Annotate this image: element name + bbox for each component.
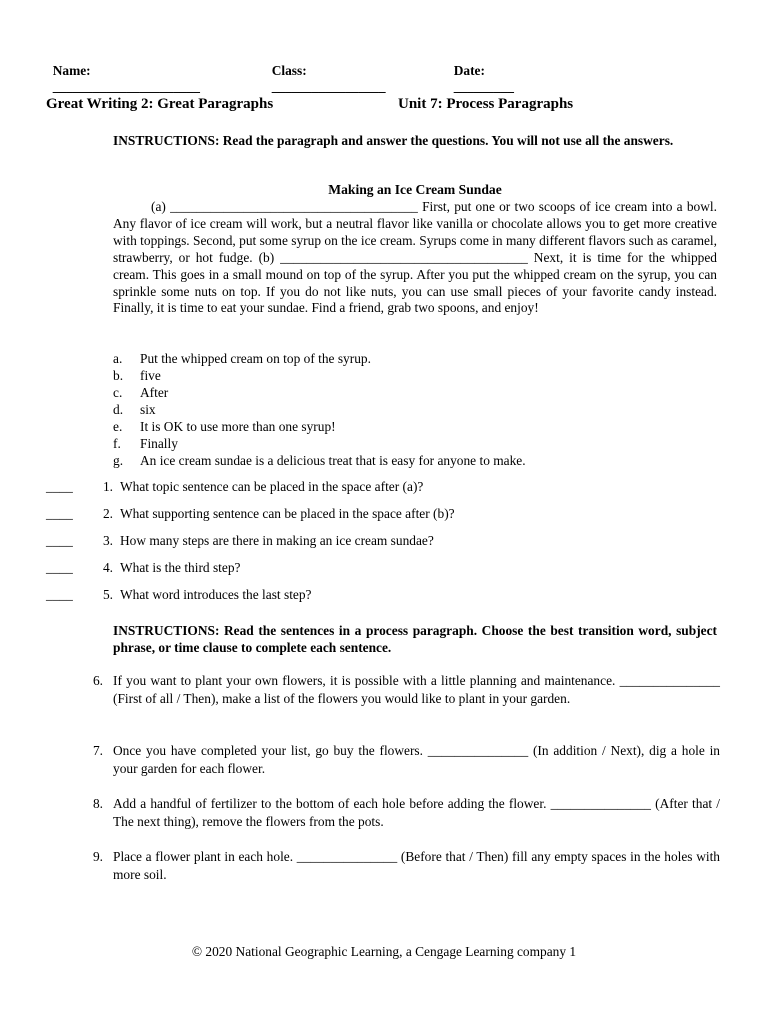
question-3 [46, 532, 434, 549]
option-letter: a. [113, 351, 123, 366]
option-f [113, 435, 178, 452]
paragraph-part2: Next, it is time for the whipped cream. This goes in a small mound on top of the syrup. After you put the whipped cream on the syrup, you can sprinkle some nuts on top. If you do not like nuts, you can use small pieces of your favorite candy instead. Finally, it is time to eat your sundae. Find a friend, grab two spoons, and enjoy! [113, 249, 717, 316]
question-number: 4. [102, 560, 113, 575]
paragraph-title: Making an Ice Cream Sundae [328, 182, 502, 197]
option-text: five [140, 368, 161, 383]
question-4 [46, 559, 240, 576]
option-text: An ice cream sundae is a delicious treat that is easy for anyone to make. [140, 453, 526, 468]
question-text: What word introduces the last step? [120, 587, 312, 602]
option-text: It is OK to use more than one syrup! [140, 419, 336, 434]
student-info-header [46, 47, 200, 95]
question-number: 5. [102, 587, 113, 602]
class-label: Class: [271, 63, 307, 78]
item-number: 8. [92, 796, 103, 811]
option-letter: e. [113, 419, 123, 434]
question-text: What is the third step? [120, 560, 241, 575]
question-number: 2. [102, 506, 113, 521]
section1-instructions: INSTRUCTIONS: Read the paragraph and answer the questions. You will not use all the answers. [113, 133, 674, 148]
item-text: If you want to plant your own flowers, it is possible with a little planning and maintenance. _______________ (First of all / Then), make a list of the flowers you would like to plant in your garden. [113, 673, 720, 706]
option-text: Put the whipped cream on top of the syrup. [140, 351, 371, 366]
section2-instructions: INSTRUCTIONS: Read the sentences in a process paragraph. Choose the best transition word, subject phrase, or time clause to complete each sentence. [113, 623, 717, 655]
question-text: How many steps are there in making an ice cream sundae? [120, 533, 434, 548]
option-text: After [140, 385, 169, 400]
option-letter: f. [113, 436, 121, 451]
class-field [265, 47, 386, 95]
option-letter: b. [113, 368, 124, 383]
question-text: What supporting sentence can be placed in the space after (b)? [120, 506, 455, 521]
answer-blank[interactable]: ____ [46, 587, 73, 602]
question-5 [46, 586, 312, 603]
question-text: What topic sentence can be placed in the space after (a)? [120, 479, 424, 494]
item-text: Add a handful of fertilizer to the bottom of each hole before adding the flower. _______________ (After that / The next thing), remove the flowers from the pots. [113, 796, 720, 829]
option-d [113, 401, 156, 418]
book-title: Great Writing 2: Great Paragraphs [46, 96, 274, 112]
blank-b: _____________________________________ [280, 249, 528, 265]
item-text: Once you have completed your list, go buy the flowers. _______________ (In addition / Next), dig a hole in your garden for each flower. [113, 743, 720, 776]
option-letter: g. [113, 453, 124, 468]
question-number: 3. [102, 533, 113, 548]
blank-a-label: (a) [151, 199, 166, 214]
option-c [113, 384, 168, 401]
answer-blank[interactable]: ____ [46, 479, 73, 494]
blank-a: _____________________________________ [170, 199, 418, 214]
question-1 [46, 478, 423, 495]
option-a [113, 350, 371, 367]
item-text: Place a flower plant in each hole. _______________ (Before that / Then) fill any empty spaces in the holes with more soil. [113, 849, 720, 882]
paragraph-body [113, 199, 717, 317]
name-blank: ______________________ [52, 79, 200, 94]
answer-blank[interactable]: ____ [46, 506, 73, 521]
name-label: Name: [52, 63, 91, 78]
option-e [113, 418, 336, 435]
option-text: six [140, 402, 156, 417]
blank-b-label: (b) [258, 249, 275, 265]
option-b [113, 367, 161, 384]
option-letter: c. [113, 385, 123, 400]
question-2 [46, 505, 455, 522]
option-text: Finally [140, 436, 178, 451]
answer-blank[interactable]: ____ [46, 560, 73, 575]
option-letter: d. [113, 402, 124, 417]
copyright-footer: © 2020 National Geographic Learning, a Cengage Learning company 1 [191, 944, 577, 959]
unit-title: Unit 7: Process Paragraphs [398, 96, 574, 112]
question-number: 1. [102, 479, 113, 494]
date-label: Date: [453, 63, 485, 78]
answer-blank[interactable]: ____ [46, 533, 73, 548]
class-blank: _________________ [271, 79, 386, 94]
date-field [447, 47, 514, 95]
item-number: 7. [92, 743, 103, 758]
item-number: 9. [92, 849, 103, 864]
date-blank: _________ [453, 79, 514, 94]
item-number: 6. [92, 673, 103, 688]
option-g [113, 452, 526, 469]
paragraph-part1: First, put one or two scoops of ice cream into a bowl. Any flavor of ice cream will work, but a neutral flavor like vanilla or chocolate allows you to get more creative with toppings. Second, put some syrup on the ice cream. Syrups come in many different flavors such as caramel, strawberry, or hot fudge. [113, 199, 717, 265]
